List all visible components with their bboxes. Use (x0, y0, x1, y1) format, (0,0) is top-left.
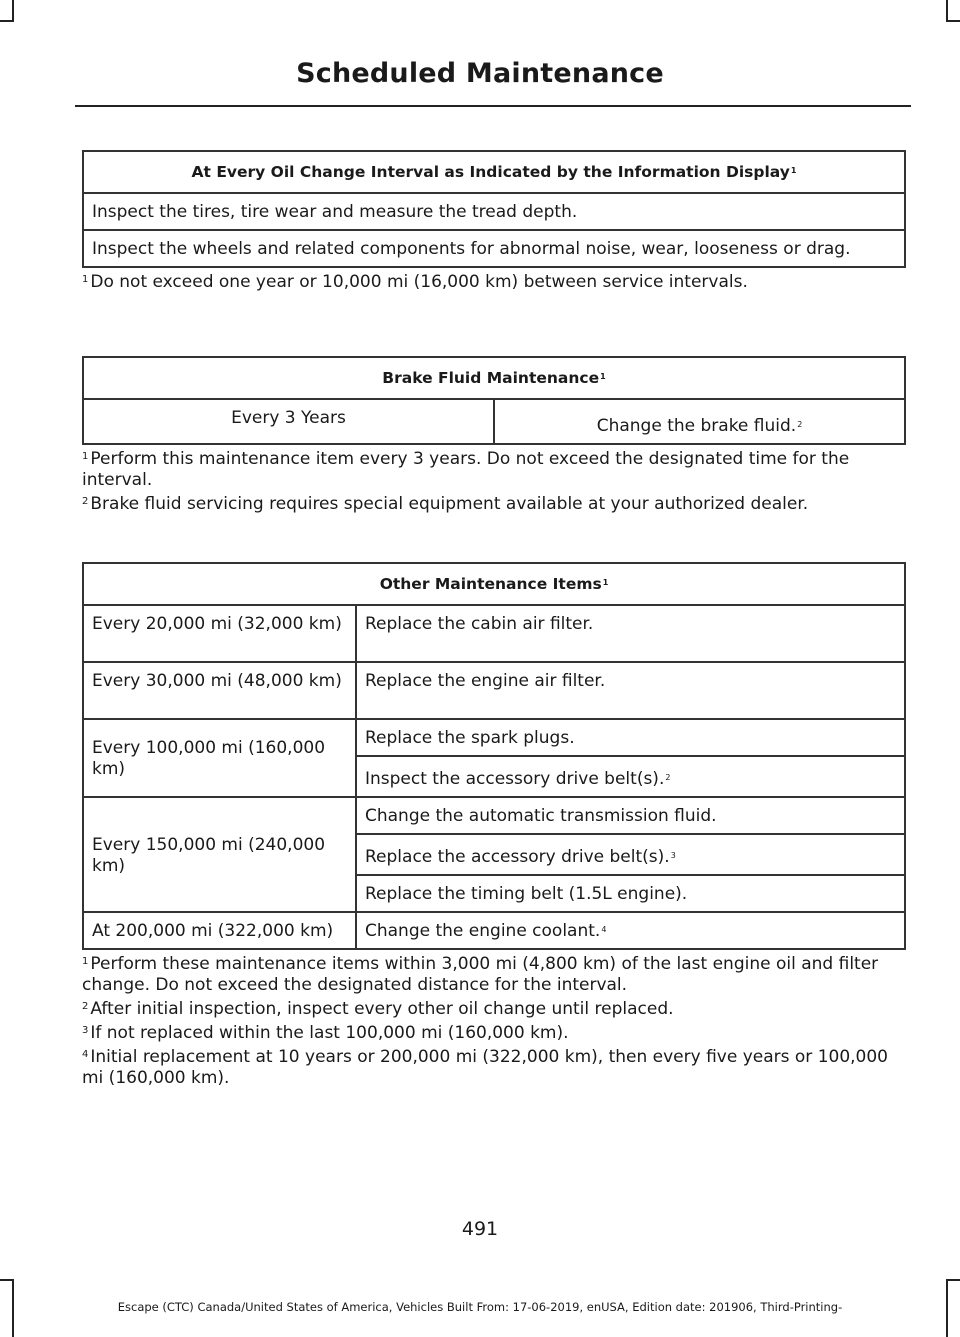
interval-cell: Every 20,000 mi (32,000 km) (83, 605, 356, 662)
footnote: $^2$ Brake fluid servicing requires special equipment available at your authorized dealer. (82, 494, 809, 514)
table-row: Inspect the tires, tire wear and measure the tread depth. (83, 193, 905, 230)
crop-mark (946, 0, 948, 22)
other-maintenance-table (82, 562, 906, 950)
footnote: $^1$ Perform this maintenance item every 3 years. Do not exceed the designated time for the interval. (82, 449, 850, 490)
page-number: 491 (461, 1218, 499, 1240)
brake-fluid-section (82, 356, 906, 518)
table-title: Brake Fluid Maintenance$^1$ (83, 357, 905, 399)
table-title: Other Maintenance Items$^1$ (83, 563, 905, 605)
interval-cell: Every 30,000 mi (48,000 km) (83, 662, 356, 719)
footnote: $^2$ After initial inspection, inspect every other oil change until replaced. (82, 999, 674, 1019)
page-title: Scheduled Maintenance (296, 58, 664, 89)
crop-mark (0, 1279, 14, 1281)
footnotes (82, 449, 906, 515)
interval-cell: Every 100,000 mi (160,000 km) (83, 719, 356, 797)
footnote: $^1$ Perform these maintenance items within 3,000 mi (4,800 km) of the last engine oil and filter change. Do not exceed the designated distance for the interval. (82, 954, 879, 995)
crop-mark (946, 20, 960, 22)
action-cell: Replace the cabin air filter. (356, 605, 905, 662)
footnotes (82, 954, 906, 1089)
action-cell: Change the engine coolant.$^4$ (356, 912, 905, 949)
action-cell: Replace the engine air filter. (356, 662, 905, 719)
footnote: $^1$ Do not exceed one year or 10,000 mi (16,000 km) between service intervals. (82, 272, 748, 292)
footnote: $^4$ Initial replacement at 10 years or 200,000 mi (322,000 km), then every five years or 100,000 mi (160,000 km). (82, 1047, 888, 1088)
table-row: Inspect the wheels and related components for abnormal noise, wear, looseness or drag. (83, 230, 905, 267)
oil-change-table (82, 150, 906, 268)
action-cell: Replace the spark plugs. (356, 719, 905, 756)
footnote: $^3$ If not replaced within the last 100,000 mi (160,000 km). (82, 1023, 569, 1043)
crop-mark (12, 0, 14, 22)
interval-cell: At 200,000 mi (322,000 km) (83, 912, 356, 949)
action-cell: Change the brake fluid.$^2$ (494, 399, 905, 444)
other-maintenance-section (82, 562, 906, 1092)
brake-fluid-table (82, 356, 906, 445)
header-divider (75, 105, 911, 107)
action-cell: Replace the accessory drive belt(s).$^3$ (356, 834, 905, 875)
action-cell: Inspect the accessory drive belt(s).$^2$ (356, 756, 905, 797)
crop-mark (946, 1279, 960, 1281)
oil-change-section (82, 150, 906, 296)
footnotes (82, 272, 906, 293)
crop-mark (0, 20, 14, 22)
interval-cell: Every 3 Years (83, 399, 494, 444)
action-cell: Change the automatic transmission fluid. (356, 797, 905, 834)
table-title: At Every Oil Change Interval as Indicated by the Information Display$^1$ (83, 151, 905, 193)
footer-text: Escape (CTC) Canada/United States of America, Vehicles Built From: 17-06-2019, enUSA, Edition date: 201906, Third-Printing- (117, 1300, 843, 1314)
action-cell: Replace the timing belt (1.5L engine). (356, 875, 905, 912)
interval-cell: Every 150,000 mi (240,000 km) (83, 797, 356, 912)
